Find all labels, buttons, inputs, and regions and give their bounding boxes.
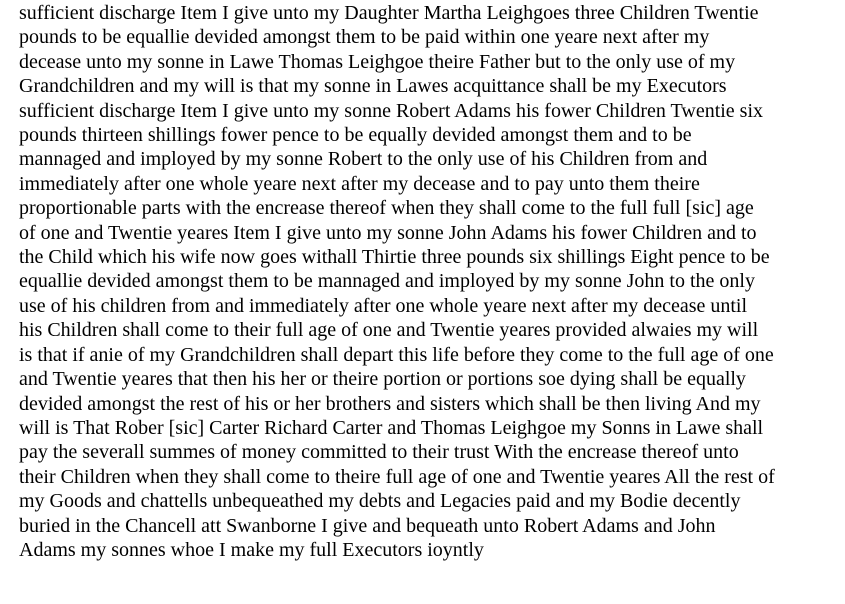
text-line: Grandchildren and my will is that my sonne in Lawes acquittance shall be my Executors (19, 75, 727, 98)
text-line: mannaged and imployed by my sonne Robert to the only use of his Children from and (19, 148, 708, 171)
text-line: use of his children from and immediately after one whole yeare next after my decease until (19, 294, 748, 317)
text-line: is that if anie of my Grandchildren shall depart this life before they come to the full age of one (19, 343, 774, 366)
text-line: decease unto my sonne in Lawe Thomas Leighgoe theire Father but to the only use of my (19, 50, 736, 73)
text-line: sufficient discharge Item I give unto my sonne Robert Adams his fower Children Twentie six (19, 99, 764, 122)
text-line: proportionable parts with the encrease thereof when they shall come to the full full [sic] age (19, 197, 754, 220)
text-line: Adams my sonnes whoe I make my full Executors ioyntly (19, 538, 484, 561)
text-line: pounds thirteen shillings fower pence to be equally devided amongst them and to be (19, 124, 692, 147)
text-line: pounds to be equallie devided amongst them to be paid within one yeare next after my (19, 26, 710, 49)
text-line: equallie devided amongst them to be mannaged and imployed by my sonne John to the only (19, 270, 755, 293)
text-line: will is That Rober [sic] Carter Richard Carter and Thomas Leighgoe my Sonns in Lawe shall (19, 416, 764, 439)
text-line: buried in the Chancell att Swanborne I give and bequeath unto Robert Adams and John (19, 514, 716, 537)
document-text-block (19, 1, 845, 562)
text-line: immediately after one whole yeare next after my decease and to pay unto them theire (19, 172, 700, 195)
text-line: the Child which his wife now goes withall Thirtie three pounds six shillings Eight pence to be (19, 246, 770, 269)
text-line: of one and Twentie yeares Item I give unto my sonne John Adams his fower Children and to (19, 221, 757, 244)
text-line: and Twentie yeares that then his her or theire portion or portions soe dying shall be equally (19, 368, 746, 391)
text-line: sufficient discharge Item I give unto my Daughter Martha Leighgoes three Children Twentie (19, 2, 759, 24)
text-line: my Goods and chattells unbequeathed my debts and Legacies paid and my Bodie decently (19, 490, 741, 513)
text-line: pay the severall summes of money committed to their trust With the encrease thereof unto (19, 441, 739, 464)
text-line: devided amongst the rest of his or her brothers and sisters which shall be then living And my (19, 392, 761, 415)
text-line: his Children shall come to their full age of one and Twentie yeares provided alwaies my will (19, 319, 759, 342)
text-line: their Children when they shall come to theire full age of one and Twentie yeares All the rest of (19, 465, 775, 488)
